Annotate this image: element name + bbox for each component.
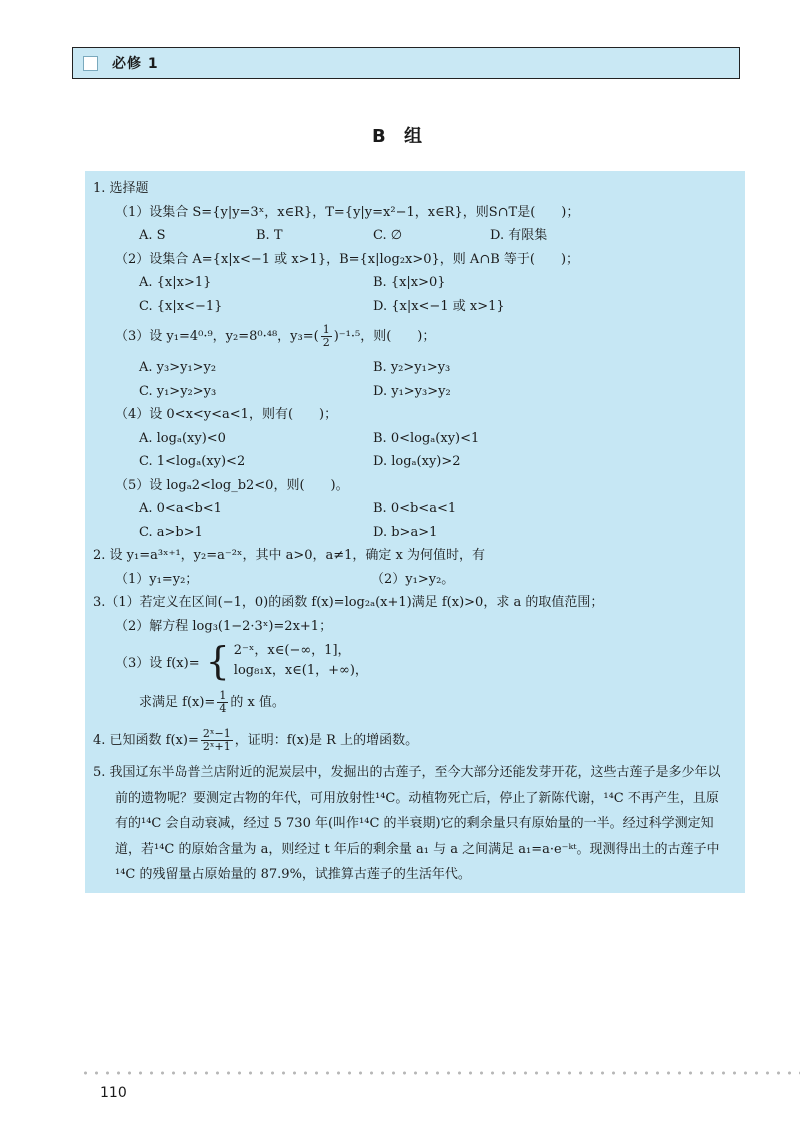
option-d: D. y₁>y₃>y₂ [373, 383, 451, 399]
option-d: D. 有限集 [490, 228, 548, 243]
case-1: 2⁻ˣ，x∈(−∞，1]， [233, 643, 351, 658]
problem-3-3-ask [93, 684, 731, 722]
paren-open: ( [313, 329, 319, 344]
section-header-label: 必修 1 [112, 56, 159, 72]
problem-3-3-piecewise [93, 638, 731, 684]
option-a: A. y₃>y₁>y₂ [139, 360, 217, 375]
problem-1-1-stem: （1）设集合 S={y|y=3ˣ，x∈R}，T={y|y=x²−1，x∈R}，则S∩T是( )； [115, 204, 580, 220]
problem-1-5-options-row2 [93, 521, 731, 545]
problem-1-1-options [93, 224, 731, 248]
section-header-bar [72, 47, 740, 79]
problem-4 [93, 722, 731, 760]
page-number: 110 [100, 1085, 127, 1101]
problem-1-2-stem: （2）设集合 A={x|x<−1 或 x>1}，B={x|log₂x>0}，则 A∩B 等于( )； [115, 251, 580, 267]
option-c: C. 1<logₐ(xy)<2 [139, 454, 246, 469]
problem-1-5-stem: （5）设 logₐ2<log_b2<0，则( )。 [115, 477, 349, 493]
problem-2-options [93, 568, 731, 592]
fraction-numerator: 1 [322, 323, 330, 336]
fraction-denominator: 2ˣ+1 [202, 740, 231, 753]
option-a: A. 0<a<b<1 [139, 501, 222, 516]
fraction-numerator: 1 [219, 689, 227, 702]
footer-dotted-rule [80, 1071, 800, 1075]
option-d: D. b>a>1 [373, 524, 438, 540]
piecewise-prefix: （3）设 f(x)= [115, 655, 200, 671]
fraction-denominator: 2 [322, 336, 330, 349]
problem-2-stem: 2. 设 y₁=a³ˣ⁺¹，y₂=a⁻²ˣ，其中 a>0，a≠1，确定 x 为何值时，有 [93, 548, 485, 563]
option-2: （2）y₁>y₂。 [371, 571, 455, 587]
left-brace: { [205, 639, 230, 683]
fraction [201, 728, 233, 753]
option-b: B. 0<logₐ(xy)<1 [373, 430, 480, 446]
stem-prefix: （3）设 y₁=4⁰·⁹，y₂=8⁰·⁴⁸，y₃= [115, 329, 314, 344]
option-a: A. {x|x>1} [139, 275, 212, 290]
problem-1-3-options-row1 [93, 356, 731, 380]
case-2: log₈₁x，x∈(1，+∞)， [233, 663, 368, 678]
fraction [217, 690, 228, 715]
problem-1-3-options-row2 [93, 380, 731, 404]
option-b: B. 0<b<a<1 [373, 501, 457, 516]
stem-suffix: ⁻¹·⁵，则( )； [338, 329, 436, 344]
fraction-numerator: 2ˣ−1 [202, 727, 231, 740]
problem-3-2: （2）解方程 log₃(1−2·3ˣ)=2x+1； [115, 618, 333, 634]
paren-close: ) [333, 329, 339, 344]
problem-1-4-stem: （4）设 0<x<y<a<1，则有( )； [115, 407, 338, 422]
problem-1-title: 1. 选择题 [93, 181, 149, 196]
option-b: B. y₂>y₁>y₃ [373, 360, 451, 375]
ask-prefix: 求满足 f(x)= [139, 695, 216, 710]
option-a: A. logₐ(xy)<0 [139, 430, 226, 446]
fraction-denominator: 4 [219, 702, 227, 715]
option-b: B. {x|x>0} [373, 275, 446, 290]
problem-3-1: 3.（1）若定义在区间(−1，0)的函数 f(x)=log₂ₐ(x+1)满足 f(x)>0，求 a 的取值范围； [93, 595, 604, 610]
problem-1-5-options-row1 [93, 497, 731, 521]
option-c: C. ∅ [373, 228, 403, 243]
problem-1-4-options-row1 [93, 427, 731, 451]
option-c: C. y₁>y₂>y₃ [139, 383, 217, 399]
option-1: （1）y₁=y₂； [115, 571, 199, 587]
option-b: B. T [256, 228, 283, 243]
exercise-box [85, 171, 745, 893]
problem-1-2-options-row1 [93, 271, 731, 295]
option-c: C. a>b>1 [139, 524, 203, 540]
problem-4-suffix: ，证明：f(x)是 R 上的增函数。 [234, 733, 419, 748]
fraction [321, 324, 332, 349]
option-c: C. {x|x<−1} [139, 298, 223, 314]
piecewise-cases [234, 641, 368, 681]
ask-suffix: 的 x 值。 [230, 695, 285, 710]
square-icon [83, 56, 98, 71]
problem-5: 5. 我国辽东半岛普兰店附近的泥炭层中，发掘出的古莲子，至今大部分还能发芽开花，这些古莲子是多少年以前的遗物呢？要测定古物的年代，可用放射性¹⁴C。动植物死亡后，停止了新陈代谢，¹⁴C 不再产生，且原有的¹⁴C 会自动衰减，经过 5 730 年(叫作¹⁴C 的半衰期)它的剩余量只有原始量的一半。经过科学测定知道，若¹⁴C 的原始含量为 a，则经过 t 年后的剩余量 a₁ 与 a 之间满足 a₁=a·e⁻ᵏᵗ。现测得出土的古莲子中¹⁴C 的残留量占原始量的 87.9%，试推算古莲子的生活年代。 [93, 765, 721, 882]
option-d: D. logₐ(xy)>2 [373, 454, 461, 469]
group-title: B 组 [372, 126, 428, 147]
problem-1-2-options-row2 [93, 295, 731, 319]
problem-1-3-stem [93, 318, 731, 356]
problem-4-prefix: 4. 已知函数 f(x)= [93, 733, 199, 748]
problem-1-4-options-row2 [93, 450, 731, 474]
option-a: A. S [139, 228, 166, 243]
option-d: D. {x|x<−1 或 x>1} [373, 298, 505, 314]
